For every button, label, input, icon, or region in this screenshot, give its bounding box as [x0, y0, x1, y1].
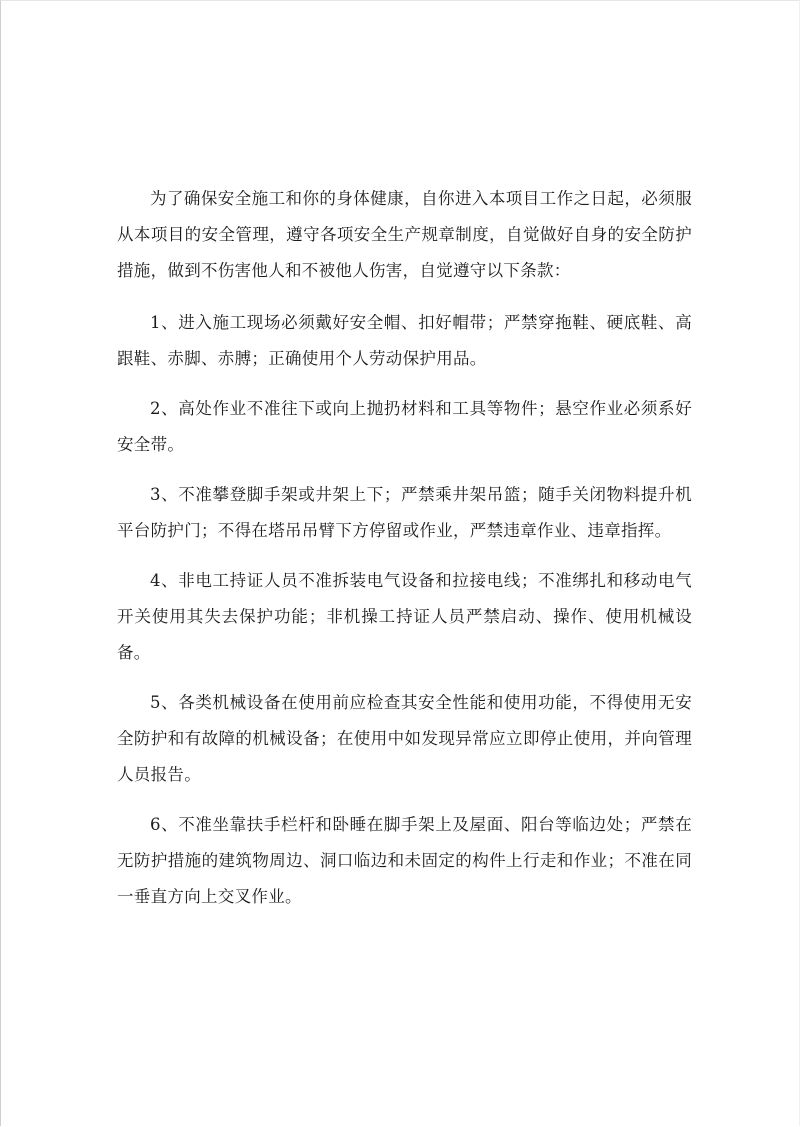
clause-4: 4、非电工持证人员不准拆装电气设备和拉接电线；不准绑扎和移动电气开关使用其失去保护功能；非机操工持证人员严禁启动、操作、使用机械设备。 [117, 571, 692, 662]
clause-5: 5、各类机械设备在使用前应检查其安全性能和使用功能，不得使用无安全防护和有故障的机械设备；在使用中如发现异常应立即停止使用，并向管理人员报告。 [117, 693, 692, 784]
intro-paragraph: 为了确保安全施工和你的身体健康，自你进入本项目工作之日起，必须服从本项目的安全管理，遵守各项安全生产规章制度，自觉做好自身的安全防护措施，做到不伤害他人和不被他人伤害，自觉遵守以下条款： [117, 189, 692, 280]
clause-6: 6、不准坐靠扶手栏杆和卧睡在脚手架上及屋面、阳台等临边处；严禁在无防护措施的建筑物周边、洞口临边和未固定的构件上行走和作业；不准在同一垂直方向上交叉作业。 [117, 815, 692, 906]
document-body [117, 181, 692, 929]
clause-1: 1、进入施工现场必须戴好安全帽、扣好帽带；严禁穿拖鞋、硬底鞋、高跟鞋、赤脚、赤膊；正确使用个人劳动保护用品。 [117, 313, 692, 368]
clause-2: 2、高处作业不准往下或向上抛扔材料和工具等物件；悬空作业必须系好安全带。 [117, 399, 692, 454]
clause-3: 3、不准攀登脚手架或井架上下；严禁乘井架吊篮；随手关闭物料提升机平台防护门；不得在塔吊吊臂下方停留或作业，严禁违章作业、违章指挥。 [117, 485, 692, 540]
